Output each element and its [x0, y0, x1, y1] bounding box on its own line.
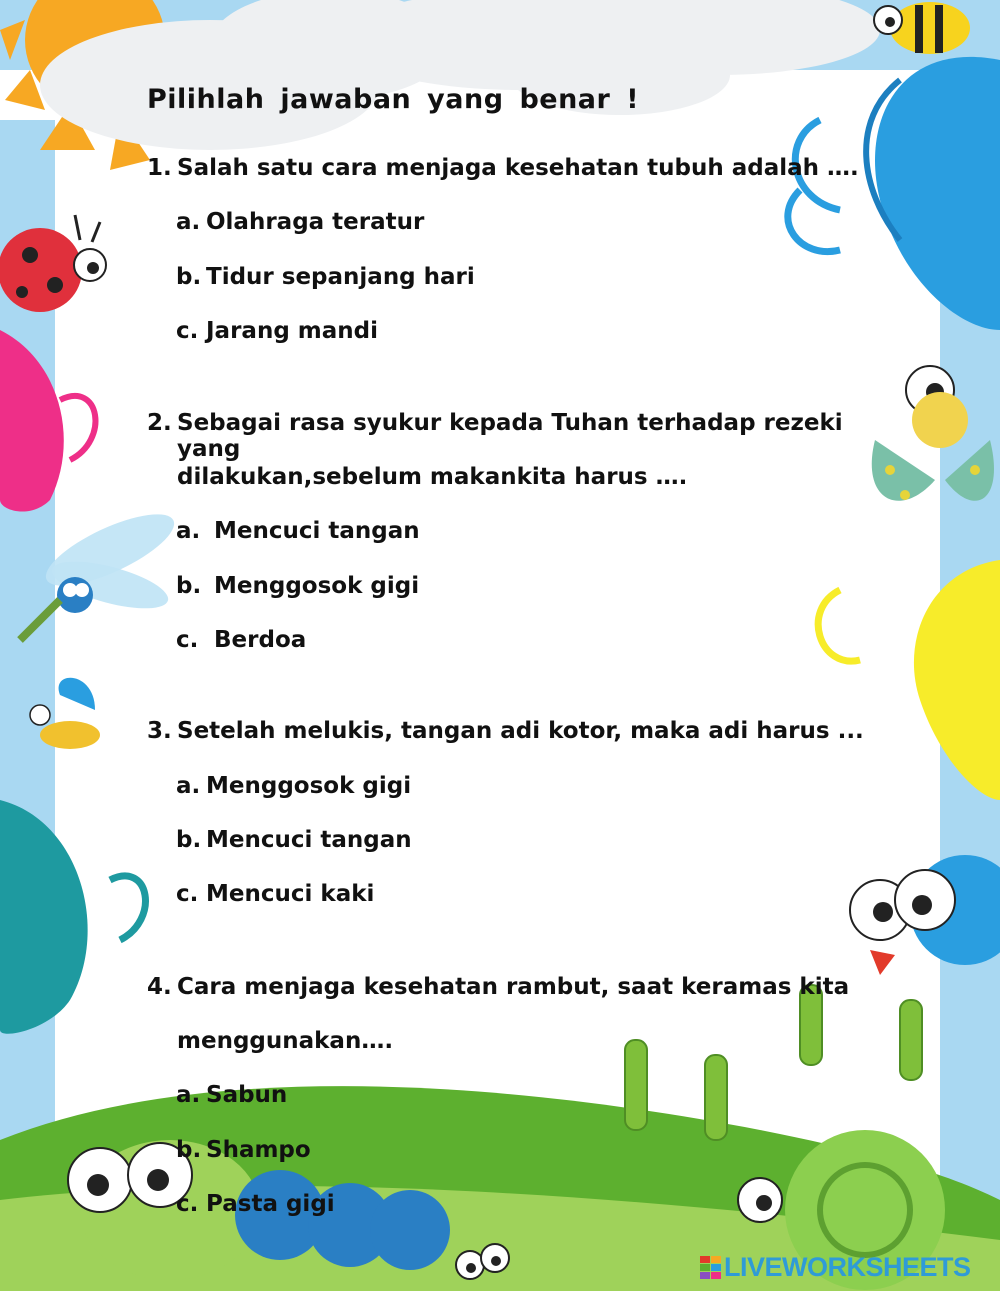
option-4b[interactable] — [176, 1137, 311, 1163]
question-number: 2. — [147, 410, 172, 436]
option-letter: a. — [176, 773, 201, 799]
option-text: Tidur sepanjang hari — [206, 264, 475, 290]
option-3b[interactable] — [176, 827, 412, 853]
question-number: 4. — [147, 974, 172, 1000]
question-4 — [147, 974, 907, 1000]
option-letter: c. — [176, 1191, 199, 1217]
option-text: Olahraga teratur — [206, 209, 425, 235]
page-title: Pilihlah jawaban yang benar ! — [147, 84, 640, 115]
question-2 — [147, 410, 907, 462]
option-2a[interactable] — [176, 518, 420, 544]
option-letter: b. — [176, 827, 202, 853]
option-2c[interactable] — [176, 627, 306, 653]
option-text: Shampo — [206, 1137, 311, 1163]
option-4a[interactable] — [176, 1082, 287, 1108]
option-text: Jarang mandi — [206, 318, 378, 344]
liveworksheets-brand[interactable]: LIVEWORKSHEETS — [724, 1252, 971, 1282]
liveworksheets-logo-icon — [700, 1256, 722, 1280]
question-text: Setelah melukis, tangan adi kotor, maka adi harus ... — [177, 718, 864, 744]
option-4c[interactable] — [176, 1191, 335, 1217]
option-3a[interactable] — [176, 773, 411, 799]
option-letter: a. — [176, 1082, 201, 1108]
question-text-continuation: menggunakan…. — [177, 1028, 394, 1054]
option-text: Menggosok gigi — [206, 773, 412, 799]
option-letter: b. — [176, 264, 202, 290]
option-letter: c. — [176, 318, 199, 344]
question-number: 3. — [147, 718, 172, 744]
option-1c[interactable] — [176, 318, 378, 344]
question-text-continuation: dilakukan,sebelum makankita harus …. — [177, 464, 688, 490]
option-letter: c. — [176, 627, 199, 653]
option-2b[interactable] — [176, 573, 419, 599]
option-letter: b. — [176, 1137, 202, 1163]
option-3c[interactable] — [176, 881, 374, 907]
option-text: Menggosok gigi — [206, 573, 420, 599]
option-text: Sabun — [206, 1082, 288, 1108]
question-text: Sebagai rasa syukur kepada Tuhan terhadap rezeki yang — [177, 410, 843, 462]
question-text: Cara menjaga kesehatan rambut, saat keramas kita — [177, 974, 850, 1000]
option-letter: a. — [176, 209, 201, 235]
option-text: Berdoa — [206, 627, 307, 653]
option-letter: c. — [176, 881, 199, 907]
option-text: Pasta gigi — [206, 1191, 335, 1217]
option-text: Mencuci tangan — [206, 827, 412, 853]
question-3 — [147, 718, 907, 744]
option-1a[interactable] — [176, 209, 424, 235]
option-letter: b. — [176, 573, 202, 599]
option-text: Mencuci kaki — [206, 881, 375, 907]
question-number: 1. — [147, 155, 172, 181]
question-text: Salah satu cara menjaga kesehatan tubuh adalah …. — [177, 155, 859, 181]
question-1 — [147, 155, 907, 181]
option-letter: a. — [176, 518, 201, 544]
option-1b[interactable] — [176, 264, 475, 290]
option-text: Mencuci tangan — [206, 518, 420, 544]
